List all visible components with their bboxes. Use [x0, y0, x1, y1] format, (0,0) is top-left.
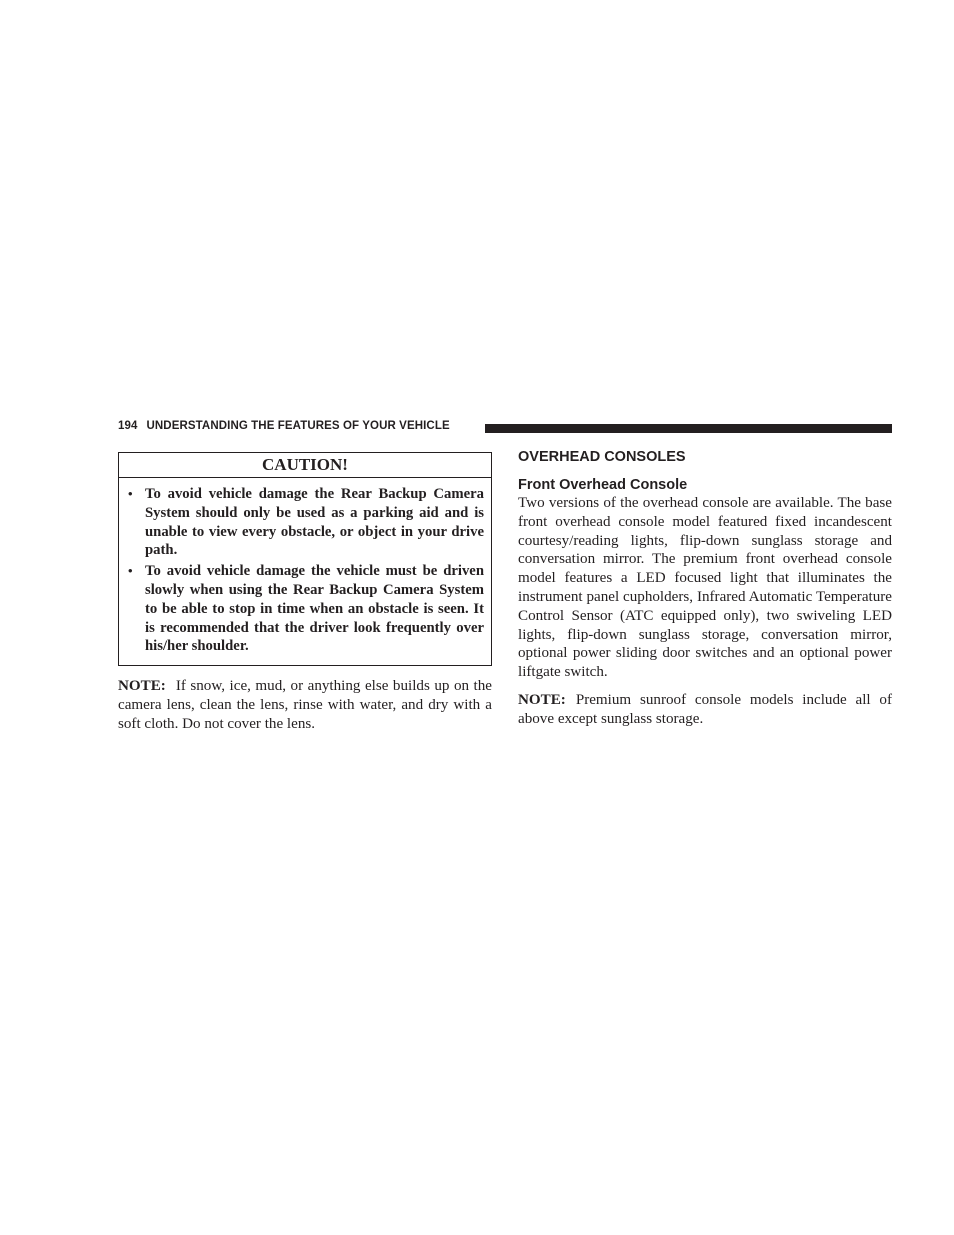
bullet-icon: •	[128, 563, 133, 579]
note-label: NOTE:	[118, 678, 166, 695]
caution-item-text: To avoid vehicle damage the Rear Backup Camera System should only be used as a parking aid and is unable to view every obstacle, or object in your drive path.	[145, 486, 484, 559]
header-text	[118, 420, 450, 432]
caution-title: CAUTION!	[119, 453, 491, 478]
sunroof-note	[518, 691, 892, 729]
caution-item	[128, 485, 484, 560]
note-text: If snow, ice, mud, or anything else builds up on the camera lens, clean the lens, rinse with water, and dry with a soft cloth. Do not cover the lens.	[118, 678, 492, 732]
bullet-icon: •	[128, 486, 133, 501]
caution-item	[128, 562, 484, 656]
caution-box	[118, 452, 492, 666]
right-column	[518, 448, 892, 729]
note-text: Premium sunroof console models include all of above except sunglass storage.	[518, 691, 892, 727]
note-label: NOTE:	[518, 691, 566, 708]
subsection-heading: Front Overhead Console	[518, 477, 688, 493]
left-column	[118, 452, 492, 734]
header-rule	[485, 424, 892, 433]
chapter-title: UNDERSTANDING THE FEATURES OF YOUR VEHICLE	[146, 420, 450, 432]
console-description: Two versions of the overhead console are available. The base front overhead console model featured fixed incandescent courtesy/reading lights, flip-down sunglass storage and conversation mirror. The premium front overhead console model features a LED focused light that illuminates the instrument panel cupholders, Infrared Automatic Temperature Control Sensor (ATC equipped only), two swiveling LED lights, flip-down sunglass storage, conversation mirror, optional power sliding door switches and an optional power liftgate switch.	[518, 495, 892, 681]
caution-list	[119, 478, 491, 665]
page-number: 194	[118, 420, 138, 432]
caution-item-text: To avoid vehicle damage the vehicle must be driven slowly when using the Rear Backup Camera System to be able to stop in time when an obstacle is seen. It is recommended that the driver look frequently over his/her shoulder.	[145, 563, 484, 655]
camera-note	[118, 677, 492, 733]
section-heading: OVERHEAD CONSOLES	[518, 449, 686, 465]
page-header	[118, 419, 892, 437]
